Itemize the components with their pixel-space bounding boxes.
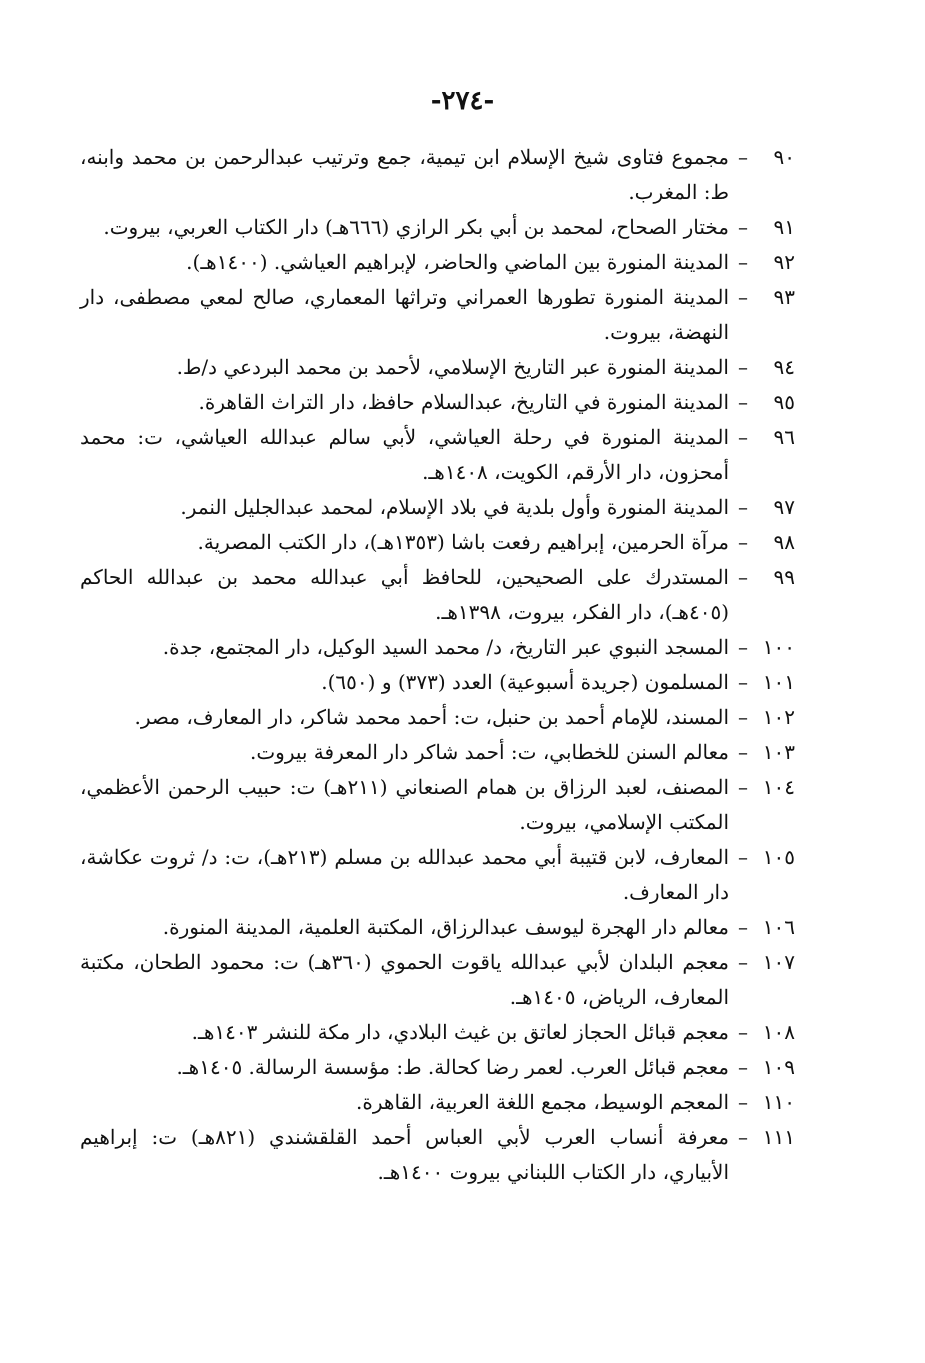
entry-number: ٩٩ — [773, 565, 795, 589]
bibliography-entry — [80, 1120, 795, 1190]
entry-text: المدينة المنورة عبر التاريخ الإسلامي، لأحمد بن محمد البردعي د/ط. — [176, 355, 729, 379]
entry-dash: – — [738, 705, 748, 729]
bibliography-entry — [80, 245, 795, 280]
entry-number: ٩٣ — [773, 285, 795, 309]
entry-dash: – — [738, 390, 748, 414]
bibliography-entry — [80, 560, 795, 630]
entry-text: المسجد النبوي عبر التاريخ، د/ محمد السيد الوكيل، دار المجتمع، جدة. — [162, 635, 729, 659]
entry-dash: – — [738, 1055, 748, 1079]
bibliography-entry — [80, 945, 795, 1015]
entry-dash: – — [738, 670, 748, 694]
entry-dash: – — [738, 145, 748, 169]
entry-number: ١٠٠ — [762, 635, 795, 659]
entry-number: ١٠٨ — [762, 1020, 795, 1044]
bibliography-entry — [80, 665, 795, 700]
entry-dash: – — [738, 250, 748, 274]
entry-text: معالم السنن للخطابي، ت: أحمد شاكر دار المعرفة بيروت. — [249, 740, 729, 764]
entry-text: المسند، للإمام أحمد بن حنبل، ت: أحمد محمد شاكر، دار المعارف، مصر. — [134, 705, 729, 729]
entry-text: المدينة المنورة وأول بلدية في بلاد الإسلام، لمحمد عبدالجليل النمر. — [180, 495, 729, 519]
bibliography-entry — [80, 525, 795, 560]
entry-dash: – — [738, 635, 748, 659]
entry-number: ٩٠ — [773, 145, 795, 169]
bibliography-entry — [80, 280, 795, 350]
entry-dash: – — [738, 1125, 748, 1149]
entry-number: ٩٢ — [773, 250, 795, 274]
entry-text: مختار الصحاح، لمحمد بن أبي بكر الرازي (٦٦٦هـ) دار الكتاب العربي، بيروت. — [103, 215, 729, 239]
entry-text: المعجم الوسيط، مجمع اللغة العربية، القاهرة. — [356, 1090, 729, 1114]
entry-dash: – — [738, 355, 748, 379]
entry-number: ٩٧ — [773, 495, 795, 519]
entry-text: المدينة المنورة في التاريخ، عبدالسلام حافظ، دار التراث القاهرة. — [198, 390, 729, 414]
bibliography-entry — [80, 420, 795, 490]
entry-text: معجم البلدان لأبي عبدالله ياقوت الحموي (٣٦٠هـ) ت: محمود الطحان، مكتبة المعارف، الرياض، ١٤٠٥هـ. — [80, 950, 729, 1009]
entry-dash: – — [738, 285, 748, 309]
entry-number: ١٠٤ — [762, 775, 795, 799]
bibliography-list — [80, 140, 795, 1190]
entry-number: ٩٨ — [773, 530, 795, 554]
entry-text: المدينة المنورة في رحلة العياشي، لأبي سالم عبدالله العياشي، ت: محمد أمحزون، دار الأرقم، الكويت، ١٤٠٨هـ. — [80, 425, 729, 484]
entry-text: معجم قبائل الحجاز لعاتق بن غيث البلادي، دار مكة للنشر ١٤٠٣هـ. — [191, 1020, 729, 1044]
page-number: -٢٧٤- — [430, 86, 495, 116]
entry-text: معرفة أنساب العرب لأبي العباس أحمد القلقشندي (٨٢١هـ) ت: إبراهيم الأبياري، دار الكتاب اللبناني بيروت ١٤٠٠هـ. — [80, 1125, 729, 1184]
entry-dash: – — [738, 845, 748, 869]
bibliography-entry — [80, 490, 795, 525]
entry-dash: – — [738, 950, 748, 974]
bibliography-entry — [80, 140, 795, 210]
entry-text: المدينة المنورة بين الماضي والحاضر، لإبراهيم العياشي. (١٤٠٠هـ). — [186, 250, 729, 274]
entry-text: معجم قبائل العرب. لعمر رضا كحالة. ط: مؤسسة الرسالة. ١٤٠٥هـ. — [176, 1055, 729, 1079]
bibliography-entry — [80, 385, 795, 420]
entry-dash: – — [738, 425, 748, 449]
entry-text: مرآة الحرمين، إبراهيم رفعت باشا (١٣٥٣هـ)، دار الكتب المصرية. — [197, 530, 729, 554]
entry-text: المستدرك على الصحيحين، للحافظ أبي عبدالله محمد بن عبدالله الحاكم (٤٠٥هـ)، دار الفكر، بيروت، ١٣٩٨هـ. — [80, 565, 729, 624]
entry-number: ١٠٥ — [762, 845, 795, 869]
entry-text: المصنف، لعبد الرزاق بن همام الصنعاني (٢١١هـ) ت: حبيب الرحمن الأعظمي، المكتب الإسلامي، بيروت. — [80, 775, 730, 834]
entry-text: مجموع فتاوى شيخ الإسلام ابن تيمية، جمع وترتيب عبدالرحمن بن محمد وابنه، ط: المغرب. — [80, 145, 729, 204]
entry-number: ١٠٩ — [762, 1055, 795, 1079]
entry-number: ١٠١ — [762, 670, 795, 694]
entry-number: ٩١ — [773, 215, 795, 239]
bibliography-entry — [80, 1085, 795, 1120]
bibliography-entry — [80, 735, 795, 770]
entry-number: ٩٥ — [773, 390, 795, 414]
entry-number: ١٠٧ — [762, 950, 795, 974]
entry-number: ١٠٢ — [762, 705, 795, 729]
bibliography-entry — [80, 840, 795, 910]
bibliography-entry — [80, 350, 795, 385]
bibliography-entry — [80, 210, 795, 245]
entry-text: معالم دار الهجرة ليوسف عبدالرزاق، المكتبة العلمية، المدينة المنورة. — [162, 915, 729, 939]
entry-dash: – — [738, 495, 748, 519]
entry-number: ١٠٣ — [762, 740, 795, 764]
bibliography-entry — [80, 1050, 795, 1085]
entry-dash: – — [738, 1090, 748, 1114]
entry-dash: – — [738, 915, 748, 939]
entry-dash: – — [738, 775, 748, 799]
entry-text: المسلمون (جريدة أسبوعية) العدد (٣٧٣) و (٦٥٠). — [321, 670, 729, 694]
entry-number: ١١١ — [762, 1125, 795, 1149]
entry-dash: – — [738, 215, 748, 239]
entry-number: ٩٤ — [773, 355, 795, 379]
entry-dash: – — [738, 1020, 748, 1044]
entry-number: ٩٦ — [773, 425, 795, 449]
entry-number: ١١٠ — [762, 1090, 795, 1114]
entry-text: المدينة المنورة تطورها العمراني وتراثها المعماري، صالح لمعي مصطفى، دار النهضة، بيروت. — [80, 285, 729, 344]
entry-dash: – — [738, 565, 748, 589]
entry-number: ١٠٦ — [762, 915, 795, 939]
bibliography-entry — [80, 770, 795, 840]
bibliography-entry — [80, 630, 795, 665]
bibliography-entry — [80, 910, 795, 945]
bibliography-entry — [80, 700, 795, 735]
entry-dash: – — [738, 740, 748, 764]
entry-text: المعارف، لابن قتيبة أبي محمد عبدالله بن مسلم (٢١٣هـ)، ت: د/ ثروت عكاشة، دار المعارف. — [80, 845, 729, 904]
entry-dash: – — [738, 530, 748, 554]
bibliography-entry — [80, 1015, 795, 1050]
